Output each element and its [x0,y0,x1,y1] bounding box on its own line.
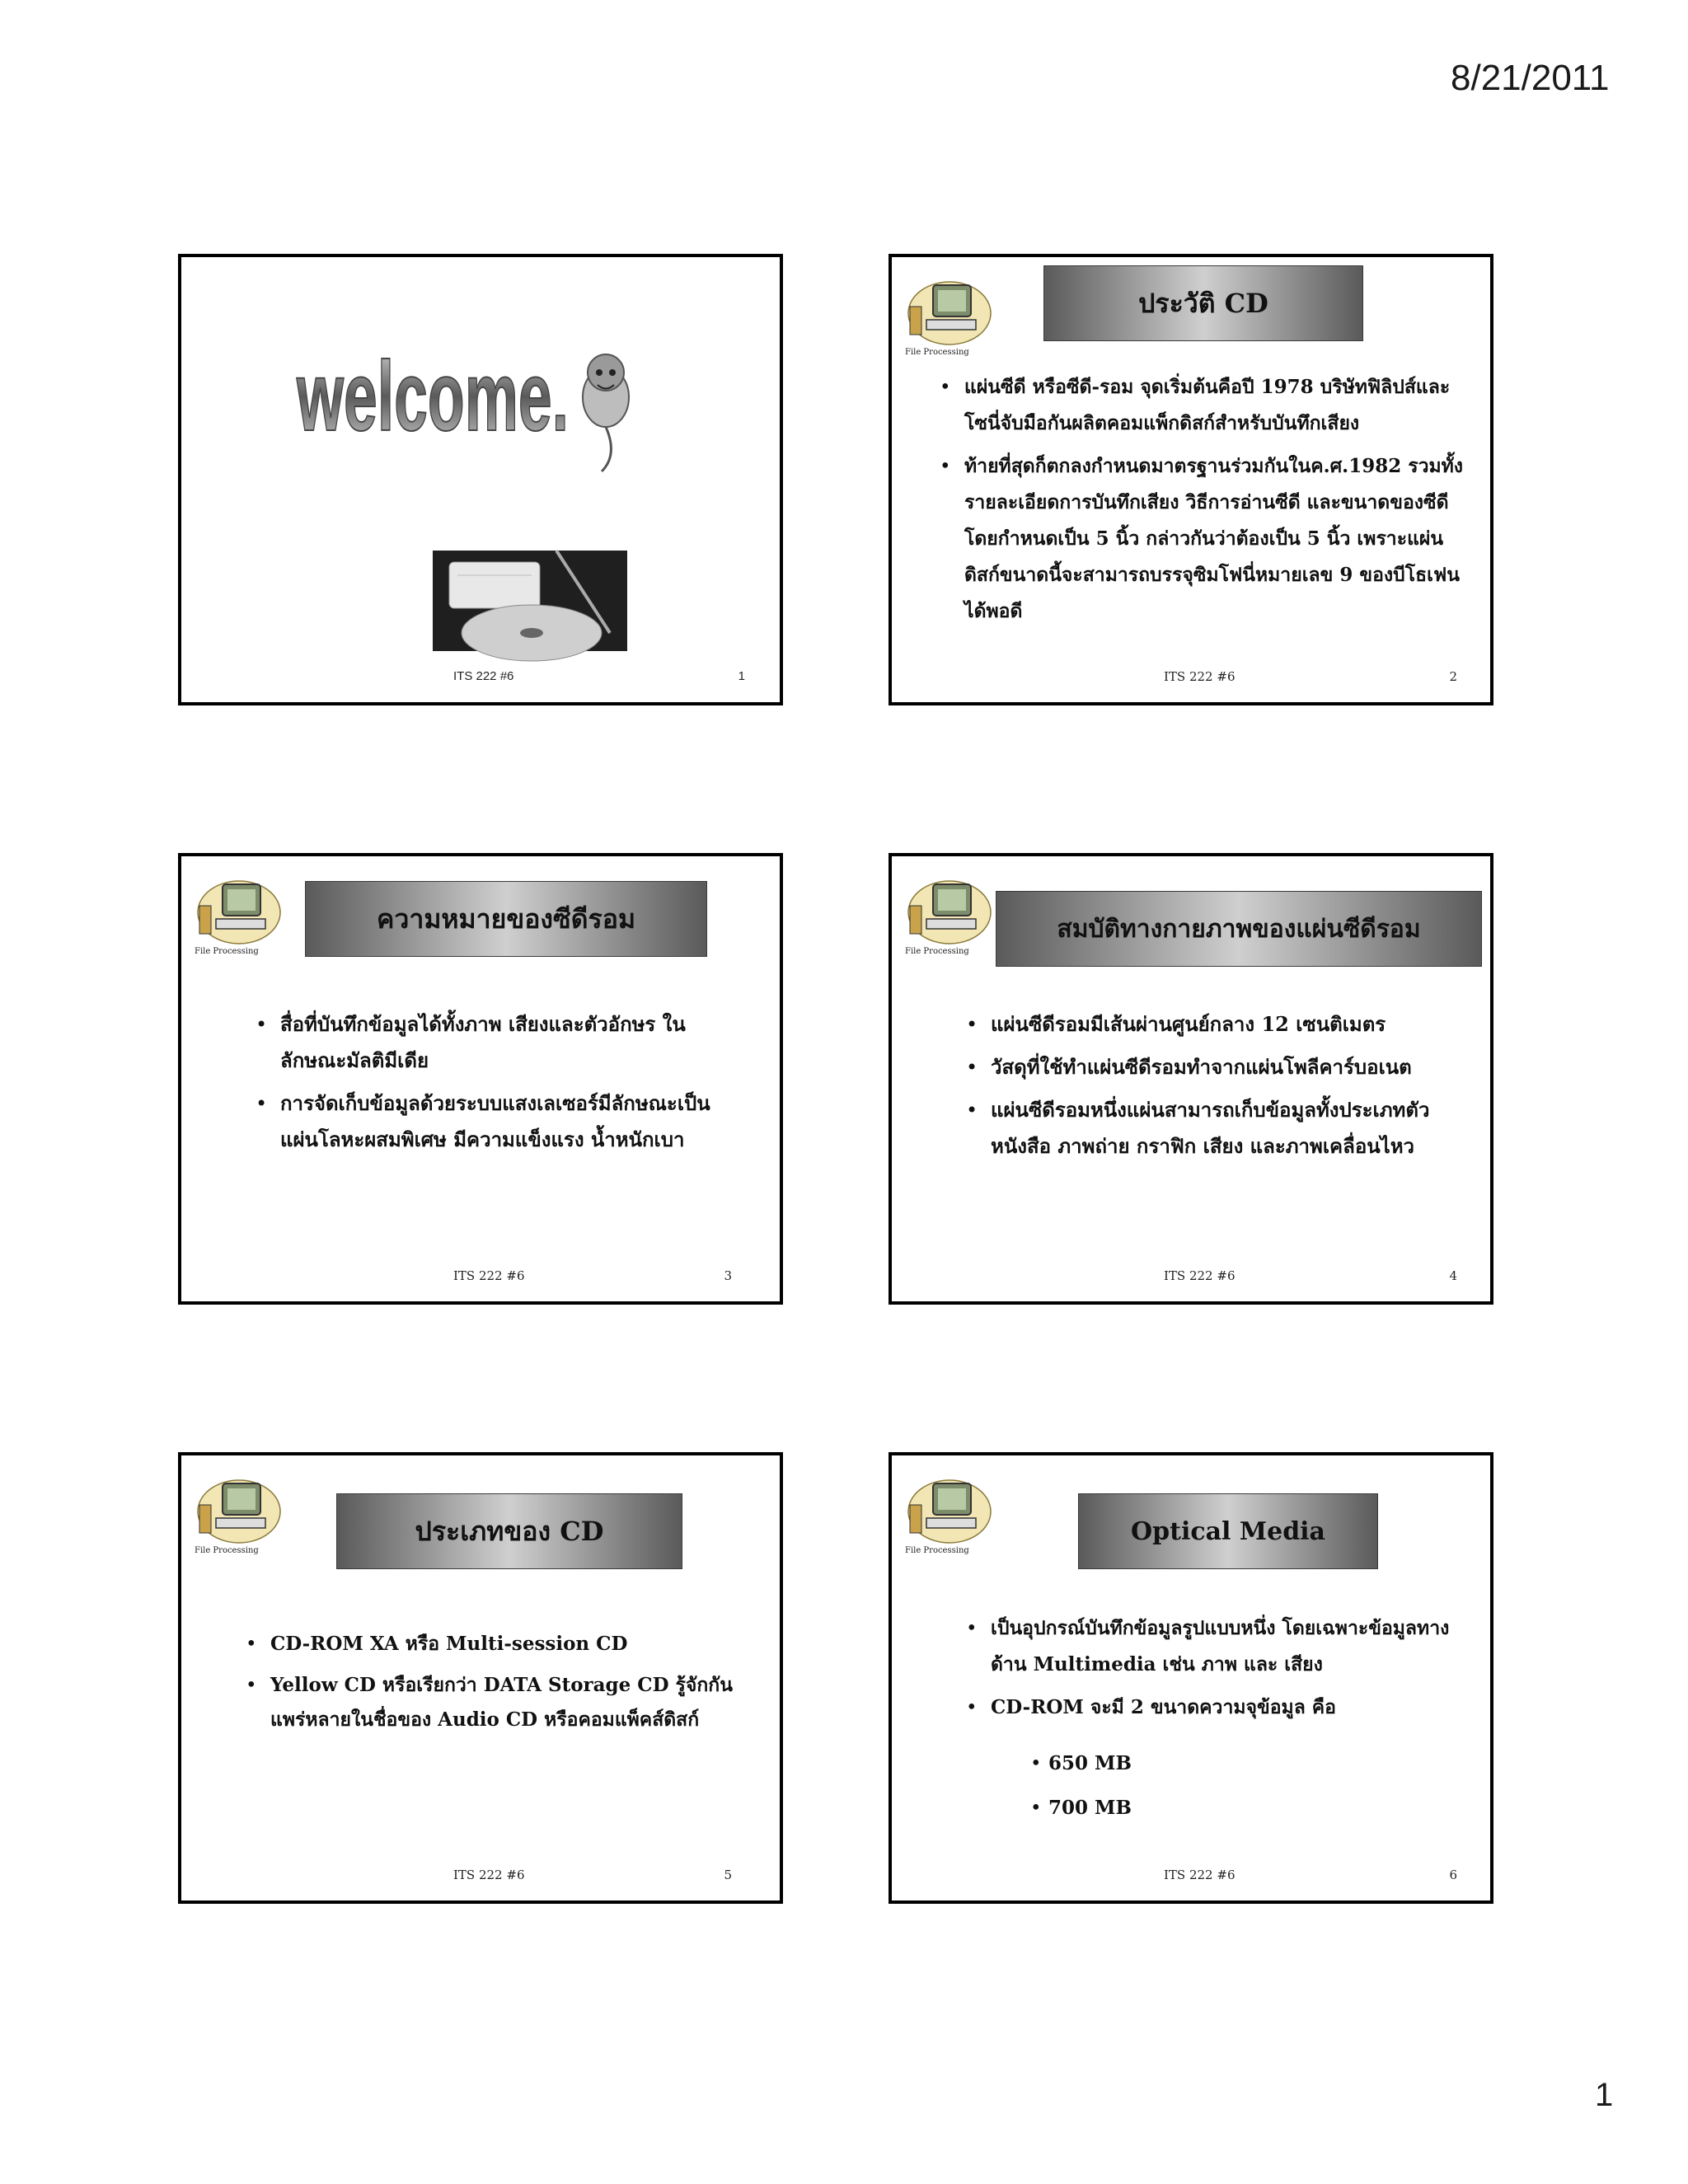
slide-6 [889,1452,1493,1904]
slide-number: 1 [738,669,745,683]
slide-title: สมบัติทางกายภาพของแผ่นซีดีรอม [996,891,1482,967]
slide-number: 6 [1449,1868,1457,1882]
slide-footer: ITS 222 #6 [453,669,514,683]
sub-bullet-list [1030,1746,1278,1835]
list-item: • วัสดุที่ใช้ทำแผ่นซีดีรอมทำจากแผ่นโพลีคาร์บอเนต [966,1049,1461,1085]
slide-number: 2 [1449,669,1457,684]
list-item: • สื่อที่บันทึกข้อมูลได้ทั้งภาพ เสียงและตัวอักษร ในลักษณะมัลติมีเดีย [256,1006,717,1079]
slide-footer: ITS 222 #6 [453,1268,525,1283]
welcome-graphic [297,323,643,471]
slide-footer: ITS 222 #6 [1164,1868,1236,1882]
clipart-caption: File Processing [905,1546,969,1555]
slide-1 [178,254,783,705]
slide-3 [178,853,783,1305]
list-item: • CD-ROM จะมี 2 ขนาดความจุข้อมูล คือ [966,1690,1461,1726]
slide-title: Optical Media [1078,1493,1378,1569]
slide-5 [178,1452,783,1904]
computer-clipart-icon [902,274,992,348]
clipart-caption: File Processing [905,947,969,956]
computer-clipart-icon [191,873,282,947]
computer-clipart-icon [191,1472,282,1546]
list-item: • 700 MB [1030,1790,1278,1826]
slide-footer: ITS 222 #6 [1164,1268,1236,1283]
computer-clipart-icon [902,1472,992,1546]
slide-number: 3 [724,1268,732,1283]
list-item: • ท้ายที่สุดก็ตกลงกำหนดมาตรฐานร่วมกันในค.ศ.1982 รวมทั้งรายละเอียดการบันทึกเสียง วิธีการอ่านซีดี และขนาดของซีดี โดยกำหนดเป็น 5 นิ้ว กล่าวกันว่าต้องเป็น 5 นิ้ว เพราะแผ่นดิสก์ขนาดนี้จะสามารถบรรจุซิมโฟนี่หมายเลข 9 ของบีโธเฟนได้พอดี [940,448,1467,630]
slide-title: ความหมายของซีดีรอม [305,881,707,957]
slide-footer: ITS 222 #6 [1164,669,1236,684]
list-item: • เป็นอุปกรณ์บันทึกข้อมูลรูปแบบหนึ่ง โดยเฉพาะข้อมูลทางด้าน Multimedia เช่น ภาพ และ เสียง [966,1610,1461,1683]
list-item: • แผ่นซีดีรอมหนึ่งแผ่นสามารถเก็บข้อมูลทั้งประเภทตัวหนังสือ ภาพถ่าย กราฟิก เสียง และภาพเคลื่อนไหว [966,1092,1461,1165]
clipart-caption: File Processing [195,947,259,956]
slide-number: 5 [724,1868,732,1882]
page-number: 1 [1595,2077,1614,2113]
clipart-caption: File Processing [195,1546,259,1555]
welcome-word: welcome. [296,341,569,452]
cd-drive-photo [433,551,627,651]
slide-4 [889,853,1493,1305]
clipart-caption: File Processing [905,348,969,357]
list-item: • แผ่นซีดีรอมมีเส้นผ่านศูนย์กลาง 12 เซนติเมตร [966,1006,1461,1043]
page-date: 8/21/2011 [1451,58,1610,98]
slide-title: ประวัติ CD [1043,265,1363,341]
list-item: • การจัดเก็บข้อมูลด้วยระบบแสงเลเซอร์มีลักษณะเป็นแผ่นโลหะผสมพิเศษ มีความแข็งแรง น้ำหนักเบา [256,1085,717,1158]
slide-footer: ITS 222 #6 [453,1868,525,1882]
list-item: • 650 MB [1030,1746,1278,1782]
slide-title: ประเภทของ CD [336,1493,682,1569]
slide-2 [889,254,1493,705]
bullet-list [256,1006,717,1165]
bullet-list [966,1610,1461,1732]
list-item: • Yellow CD หรือเรียกว่า DATA Storage CD รู้จักกันแพร่หลายในชื่อของ Audio CD หรือคอมแพ็คส์ดิสก์ [246,1668,740,1737]
list-item: • CD-ROM XA หรือ Multi-session CD [246,1627,740,1661]
list-item: • แผ่นซีดี หรือซีดี-รอม จุดเริ่มต้นคือปี 1978 บริษัทฟิลิปส์และโซนี่จับมือกันผลิตคอมแพ็กดิสก์สำหรับบันทึกเสียง [940,369,1467,442]
computer-clipart-icon [902,873,992,947]
bullet-list [246,1627,740,1744]
bullet-list [940,369,1467,636]
slide-number: 4 [1449,1268,1457,1283]
monkey-mascot-icon [583,354,629,471]
bullet-list [966,1006,1461,1171]
